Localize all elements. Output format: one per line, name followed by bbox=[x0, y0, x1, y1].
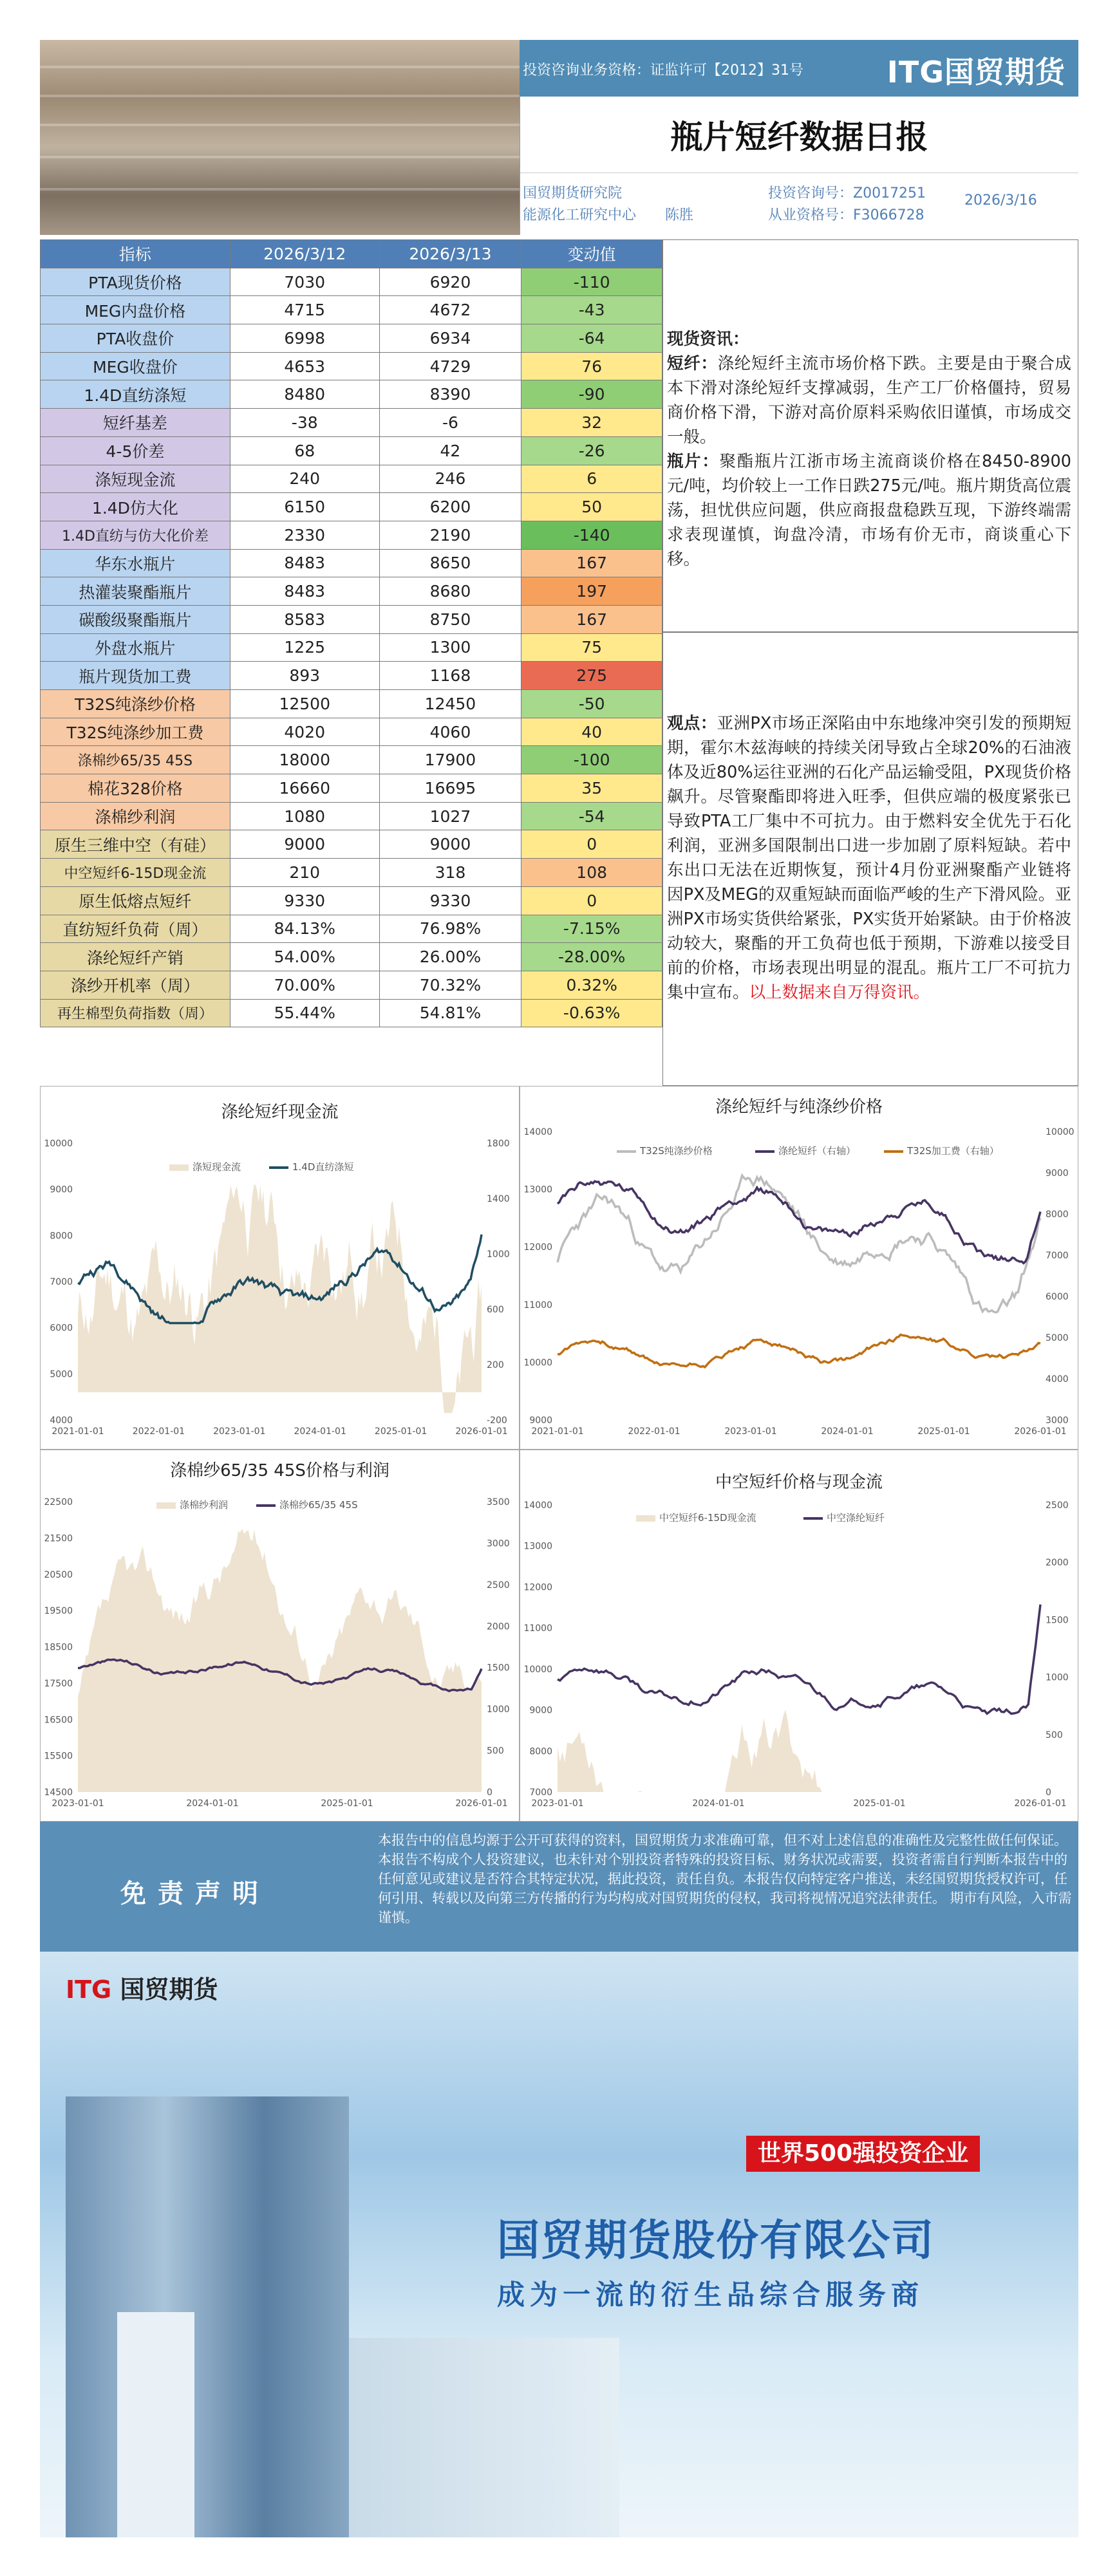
x-tick: 2022-01-01 bbox=[132, 1426, 185, 1437]
y-left-tick: 10000 bbox=[523, 1664, 552, 1675]
value-curr: -6 bbox=[379, 409, 521, 437]
change-value: 275 bbox=[521, 662, 662, 690]
research-center: 能源化工研究中心 bbox=[523, 207, 637, 223]
y-right-tick: 2000 bbox=[1046, 1558, 1069, 1569]
y-right-tick: 3000 bbox=[1046, 1415, 1069, 1426]
value-curr: 6920 bbox=[379, 268, 521, 296]
table-row bbox=[41, 493, 662, 521]
value-curr: 246 bbox=[379, 465, 521, 493]
value-prev: 8480 bbox=[230, 380, 379, 409]
value-prev: 68 bbox=[230, 436, 379, 465]
value-prev: 7030 bbox=[230, 268, 379, 296]
value-curr: 1168 bbox=[379, 662, 521, 690]
indicator-name: 1.4D直纺与仿大化价差 bbox=[41, 521, 230, 549]
y-left-tick: 15500 bbox=[44, 1751, 73, 1762]
y-left-tick: 13000 bbox=[523, 1184, 552, 1195]
legend-swatch bbox=[156, 1502, 176, 1509]
value-curr: 9330 bbox=[379, 886, 521, 915]
bottle-text: 聚酯瓶片江浙市场主流商谈价格在8450-8900元/吨，均价较上一工作日跌275元/吨。瓶片期货高位震荡，担忧供应问题，供应商报盘稳跌互现，下游终端需求表现谨慎，询盘冷清，市场有价无市，商谈重心下移。 bbox=[667, 452, 1071, 569]
value-curr: 318 bbox=[379, 859, 521, 887]
indicator-name: 1.4D仿大化 bbox=[41, 493, 230, 521]
y-right-tick: 0 bbox=[1046, 1787, 1051, 1798]
value-prev: 4653 bbox=[230, 352, 379, 380]
chart-staple-vs-yarn bbox=[520, 1086, 1078, 1450]
y-left-tick: 7000 bbox=[529, 1787, 552, 1798]
table-row bbox=[41, 380, 662, 409]
y-right-tick: 1800 bbox=[487, 1139, 510, 1149]
change-value: -110 bbox=[521, 268, 662, 296]
indicator-name: PTA现货价格 bbox=[41, 268, 230, 296]
value-curr: 4672 bbox=[379, 296, 521, 324]
y-right-tick: 1000 bbox=[1046, 1672, 1069, 1683]
short-fiber-label: 短纤： bbox=[667, 354, 718, 373]
y-right-tick: 5000 bbox=[1046, 1333, 1069, 1343]
value-curr: 6200 bbox=[379, 493, 521, 521]
table-row bbox=[41, 352, 662, 380]
table-row bbox=[41, 409, 662, 437]
x-tick: 2025-01-01 bbox=[374, 1426, 427, 1437]
value-prev: 6150 bbox=[230, 493, 379, 521]
table-row bbox=[41, 268, 662, 296]
viewpoint-box bbox=[662, 632, 1078, 1086]
y-right-tick: 9000 bbox=[1046, 1168, 1069, 1179]
indicator-name: 短纤基差 bbox=[41, 409, 230, 437]
y-left-tick: 8000 bbox=[50, 1231, 73, 1242]
value-prev: 1225 bbox=[230, 633, 379, 662]
table-row bbox=[41, 971, 662, 999]
value-curr: 17900 bbox=[379, 746, 521, 774]
short-fiber-text: 涤纶短纤主流市场价格下跌。主要是由于聚合成本下滑对涤纶短纤支撑减弱，生产工厂价格僵持，贸易商价格下滑，下游对高价原料采购依旧谨慎，市场成交一般。 bbox=[667, 354, 1071, 447]
value-curr: 42 bbox=[379, 436, 521, 465]
company-banner bbox=[40, 1952, 1078, 2537]
x-tick: 2024-01-01 bbox=[186, 1798, 239, 1809]
chart-title: 涤棉纱65/35 45S价格与利润 bbox=[170, 1461, 390, 1480]
y-right-tick: 8000 bbox=[1046, 1209, 1069, 1220]
change-value: -54 bbox=[521, 802, 662, 830]
y-left-tick: 8000 bbox=[529, 1746, 552, 1757]
value-curr: 8390 bbox=[379, 380, 521, 409]
value-prev: 2330 bbox=[230, 521, 379, 549]
y-left-tick: 9000 bbox=[529, 1415, 552, 1426]
indicator-name: 华东水瓶片 bbox=[41, 549, 230, 577]
indicator-name: 涤纱开机率（周） bbox=[41, 971, 230, 999]
report-title: 瓶片短纤数据日报 bbox=[520, 97, 1078, 173]
y-left-tick: 16500 bbox=[44, 1715, 73, 1726]
report-meta bbox=[520, 173, 1078, 235]
indicator-name: 棉花328价格 bbox=[41, 774, 230, 803]
indicator-name: MEG收盘价 bbox=[41, 352, 230, 380]
indicator-name: 涤短现金流 bbox=[41, 465, 230, 493]
indicator-name: 原生低熔点短纤 bbox=[41, 886, 230, 915]
legend-label: 涤棉纱65/35 45S bbox=[279, 1499, 358, 1511]
change-value: 75 bbox=[521, 633, 662, 662]
indicator-name: 外盘水瓶片 bbox=[41, 633, 230, 662]
col-header: 变动值 bbox=[521, 240, 662, 268]
y-left-tick: 4000 bbox=[50, 1415, 73, 1426]
value-prev: 54.00% bbox=[230, 943, 379, 971]
spot-info-box bbox=[662, 239, 1078, 632]
view-text: 亚洲PX市场正深陷由中东地缘冲突引发的预期短期，霍尔木兹海峡的持续关闭导致占全球20%的石油液体及近80%运往亚洲的石化产品运输受阻，PX现货价格飙升。尽管聚酯即将进入旺季，但供应端的极度紧张已导致PTA工厂集中不可抗力。由于燃料安全优先于石化利润，亚洲多国限制出口进一步加剧了原料短缺。若中东出口无法在近期恢复，预计4月份亚洲聚酯产业链将因PX及MEG的双重短缺而面临严峻的生产下滑风险。亚洲PX市场实货供给紧张，PX实货开始紧缺。由于价格波动较大，聚酯的开工负荷也低于预期，下游难以接受目前的价格，市场表现出明显的混乱。瓶片工厂不可抗力集中宣布。 bbox=[667, 714, 1071, 1002]
y-left-tick: 10000 bbox=[44, 1139, 73, 1149]
indicator-name: 涤棉纱利润 bbox=[41, 802, 230, 830]
legend-swatch bbox=[169, 1164, 189, 1171]
legend-swatch bbox=[636, 1515, 655, 1522]
indicator-name: 原生三维中空（有硅） bbox=[41, 830, 230, 859]
y-right-tick: 4000 bbox=[1046, 1374, 1069, 1385]
indicator-name: 4-5价差 bbox=[41, 436, 230, 465]
value-curr: 16695 bbox=[379, 774, 521, 803]
y-left-tick: 14500 bbox=[44, 1787, 73, 1798]
change-value: -0.63% bbox=[521, 999, 662, 1027]
change-value: 0.32% bbox=[521, 971, 662, 999]
legend-label: 涤纶短纤（右轴） bbox=[778, 1145, 856, 1157]
y-right-tick: 1400 bbox=[487, 1194, 510, 1204]
y-left-tick: 18500 bbox=[44, 1642, 73, 1653]
y-right-tick: 6000 bbox=[1046, 1292, 1069, 1302]
y-left-tick: 22500 bbox=[44, 1497, 73, 1507]
table-row bbox=[41, 324, 662, 353]
legend-label: 涤短现金流 bbox=[192, 1161, 241, 1173]
change-value: -50 bbox=[521, 690, 662, 718]
y-right-tick: 1000 bbox=[487, 1249, 510, 1260]
chart-polyester-cashflow bbox=[40, 1086, 520, 1450]
y-left-tick: 17500 bbox=[44, 1678, 73, 1689]
value-curr: 6934 bbox=[379, 324, 521, 353]
indicator-name: 再生棉型负荷指数（周） bbox=[41, 999, 230, 1027]
x-tick: 2026-01-01 bbox=[1014, 1426, 1067, 1437]
value-curr: 8750 bbox=[379, 605, 521, 633]
change-value: 32 bbox=[521, 409, 662, 437]
col-header: 指标 bbox=[41, 240, 230, 268]
indicator-name: 1.4D直纺涤短 bbox=[41, 380, 230, 409]
y-left-tick: 20500 bbox=[44, 1569, 73, 1580]
change-value: -28.00% bbox=[521, 943, 662, 971]
change-value: -7.15% bbox=[521, 915, 662, 943]
indicator-name: 瓶片现货加工费 bbox=[41, 662, 230, 690]
change-value: 6 bbox=[521, 465, 662, 493]
table-row bbox=[41, 774, 662, 803]
y-left-tick: 9000 bbox=[529, 1705, 552, 1716]
x-tick: 2024-01-01 bbox=[692, 1798, 745, 1809]
value-curr: 4060 bbox=[379, 718, 521, 746]
value-curr: 26.00% bbox=[379, 943, 521, 971]
y-right-tick: 500 bbox=[1046, 1730, 1063, 1741]
disclaimer-label: 免责声明 bbox=[120, 1879, 270, 1909]
bottle-label: 瓶片： bbox=[667, 452, 720, 471]
value-prev: 240 bbox=[230, 465, 379, 493]
y-left-tick: 9000 bbox=[50, 1184, 73, 1195]
indicator-name: 中空短纤6-15D现金流 bbox=[41, 859, 230, 887]
institute: 国贸期货研究院 bbox=[523, 185, 623, 201]
change-value: -140 bbox=[521, 521, 662, 549]
y-left-tick: 14000 bbox=[523, 1127, 552, 1137]
legend-label: T32S加工费（右轴） bbox=[907, 1145, 999, 1157]
indicator-name: 碳酸级聚酯瓶片 bbox=[41, 605, 230, 633]
table-row bbox=[41, 746, 662, 774]
y-right-tick: 0 bbox=[487, 1787, 493, 1798]
y-left-tick: 12000 bbox=[523, 1582, 552, 1593]
chart-title: 涤纶短纤现金流 bbox=[221, 1103, 339, 1122]
y-left-tick: 11000 bbox=[523, 1623, 552, 1634]
col-header: 2026/3/12 bbox=[230, 240, 379, 268]
table-row bbox=[41, 465, 662, 493]
value-prev: 8483 bbox=[230, 577, 379, 606]
value-prev: 893 bbox=[230, 662, 379, 690]
change-value: -26 bbox=[521, 436, 662, 465]
banner-logo: ITG 国贸期货 bbox=[66, 1975, 218, 2004]
x-tick: 2022-01-01 bbox=[628, 1426, 681, 1437]
x-tick: 2026-01-01 bbox=[1014, 1798, 1067, 1809]
chart-hollow-fiber bbox=[520, 1450, 1078, 1822]
table-row bbox=[41, 521, 662, 549]
value-curr: 1300 bbox=[379, 633, 521, 662]
chart-title: 涤纶短纤与纯涤纱价格 bbox=[715, 1097, 883, 1117]
chart-tc-yarn bbox=[40, 1450, 520, 1822]
x-tick: 2021-01-01 bbox=[52, 1426, 104, 1437]
company-name: 国贸期货股份有限公司 bbox=[497, 2216, 935, 2265]
value-curr: 1027 bbox=[379, 802, 521, 830]
line-series bbox=[558, 1335, 1040, 1367]
y-right-tick: 7000 bbox=[1046, 1251, 1069, 1261]
value-curr: 76.98% bbox=[379, 915, 521, 943]
y-right-tick: 1500 bbox=[487, 1663, 510, 1674]
y-right-tick: 3000 bbox=[487, 1538, 510, 1549]
value-curr: 70.32% bbox=[379, 971, 521, 999]
y-right-tick: 500 bbox=[487, 1746, 504, 1757]
y-left-tick: 7000 bbox=[50, 1277, 73, 1287]
value-prev: 8483 bbox=[230, 549, 379, 577]
company-slogan: 成为一流的衍生品综合服务商 bbox=[497, 2279, 924, 2311]
table-row bbox=[41, 915, 662, 943]
indicator-name: PTA收盘价 bbox=[41, 324, 230, 353]
y-right-tick: 200 bbox=[487, 1360, 504, 1370]
itg-logo: ITG国贸期货 bbox=[887, 55, 1065, 89]
x-tick: 2026-01-01 bbox=[455, 1798, 508, 1809]
y-right-tick: 2500 bbox=[487, 1580, 510, 1591]
value-prev: 55.44% bbox=[230, 999, 379, 1027]
y-right-tick: 10000 bbox=[1046, 1127, 1075, 1137]
table-row bbox=[41, 633, 662, 662]
change-value: 167 bbox=[521, 605, 662, 633]
change-value: 76 bbox=[521, 352, 662, 380]
table-row bbox=[41, 436, 662, 465]
x-tick: 2023-01-01 bbox=[52, 1798, 104, 1809]
value-curr: 9000 bbox=[379, 830, 521, 859]
value-prev: -38 bbox=[230, 409, 379, 437]
x-tick: 2023-01-01 bbox=[531, 1798, 584, 1809]
spot-title: 现货资讯： bbox=[667, 330, 749, 349]
x-tick: 2025-01-01 bbox=[853, 1798, 906, 1809]
table-row bbox=[41, 859, 662, 887]
y-right-tick: -200 bbox=[487, 1415, 507, 1426]
area-series bbox=[558, 1710, 1040, 1792]
value-prev: 8583 bbox=[230, 605, 379, 633]
indicator-name: T32S纯涤纱加工费 bbox=[41, 718, 230, 746]
change-value: 197 bbox=[521, 577, 662, 606]
disclaimer-section bbox=[40, 1822, 1078, 1952]
table-row bbox=[41, 718, 662, 746]
indicator-name: MEG内盘价格 bbox=[41, 296, 230, 324]
indicator-name: 涤棉纱65/35 45S bbox=[41, 746, 230, 774]
y-right-tick: 1000 bbox=[487, 1704, 510, 1715]
table-row bbox=[41, 296, 662, 324]
change-value: 40 bbox=[521, 718, 662, 746]
indicator-name: 涤纶短纤产销 bbox=[41, 943, 230, 971]
view-label: 观点： bbox=[667, 714, 717, 733]
legend-label: 涤棉纱利润 bbox=[180, 1499, 229, 1511]
value-prev: 9000 bbox=[230, 830, 379, 859]
table-row bbox=[41, 830, 662, 859]
license-text: 投资咨询业务资格：证监许可【2012】31号 bbox=[523, 62, 803, 79]
table-row bbox=[41, 577, 662, 606]
line-series bbox=[558, 1605, 1040, 1714]
y-left-tick: 10000 bbox=[523, 1358, 552, 1368]
value-curr: 12450 bbox=[379, 690, 521, 718]
table-row bbox=[41, 886, 662, 915]
indicator-name: T32S纯涤纱价格 bbox=[41, 690, 230, 718]
value-prev: 16660 bbox=[230, 774, 379, 803]
x-tick: 2024-01-01 bbox=[821, 1426, 874, 1437]
data-source-note: 以上数据来自万得资讯。 bbox=[749, 983, 930, 1002]
value-curr: 54.81% bbox=[379, 999, 521, 1027]
y-left-tick: 13000 bbox=[523, 1541, 552, 1552]
change-value: -43 bbox=[521, 296, 662, 324]
y-left-tick: 19500 bbox=[44, 1606, 73, 1617]
y-left-tick: 21500 bbox=[44, 1533, 73, 1544]
legend-label: 中空涤纶短纤 bbox=[827, 1512, 885, 1524]
y-right-tick: 3500 bbox=[487, 1497, 510, 1507]
indicator-name: 直纺短纤负荷（周） bbox=[41, 915, 230, 943]
change-value: 0 bbox=[521, 886, 662, 915]
table-row bbox=[41, 549, 662, 577]
change-value: -90 bbox=[521, 380, 662, 409]
value-prev: 84.13% bbox=[230, 915, 379, 943]
table-header-row bbox=[41, 240, 662, 268]
header-image bbox=[40, 40, 520, 235]
y-left-tick: 11000 bbox=[523, 1300, 552, 1311]
report-date: 2026/3/16 bbox=[964, 192, 1037, 209]
change-value: -64 bbox=[521, 324, 662, 353]
change-value: 0 bbox=[521, 830, 662, 859]
x-tick: 2026-01-01 bbox=[455, 1426, 508, 1437]
value-curr: 8680 bbox=[379, 577, 521, 606]
y-left-tick: 12000 bbox=[523, 1242, 552, 1253]
x-tick: 2023-01-01 bbox=[724, 1426, 777, 1437]
header-bar bbox=[520, 40, 1078, 97]
practice-number: 从业资格号：F3066728 bbox=[768, 207, 925, 223]
x-tick: 2024-01-01 bbox=[294, 1426, 346, 1437]
x-tick: 2025-01-01 bbox=[917, 1426, 970, 1437]
change-value: 108 bbox=[521, 859, 662, 887]
value-curr: 8650 bbox=[379, 549, 521, 577]
y-left-tick: 6000 bbox=[50, 1323, 73, 1334]
value-prev: 210 bbox=[230, 859, 379, 887]
col-header: 2026/3/13 bbox=[379, 240, 521, 268]
value-prev: 70.00% bbox=[230, 971, 379, 999]
value-prev: 9330 bbox=[230, 886, 379, 915]
y-left-tick: 14000 bbox=[523, 1500, 552, 1511]
y-right-tick: 2500 bbox=[1046, 1500, 1069, 1511]
advisory-number: 投资咨询号：Z0017251 bbox=[768, 185, 926, 201]
value-curr: 4729 bbox=[379, 352, 521, 380]
value-prev: 4715 bbox=[230, 296, 379, 324]
value-curr: 2190 bbox=[379, 521, 521, 549]
table-row bbox=[41, 690, 662, 718]
value-prev: 1080 bbox=[230, 802, 379, 830]
table-row bbox=[41, 802, 662, 830]
table-row bbox=[41, 943, 662, 971]
area-series bbox=[78, 1529, 482, 1792]
fortune-500-tag: 世界500强投资企业 bbox=[746, 2136, 980, 2172]
x-tick: 2021-01-01 bbox=[531, 1426, 584, 1437]
legend-label: T32S纯涤纱价格 bbox=[640, 1145, 713, 1157]
legend-label: 1.4D直纺涤短 bbox=[292, 1161, 354, 1173]
chart-title: 中空短纤价格与现金流 bbox=[715, 1473, 883, 1492]
change-value: -100 bbox=[521, 746, 662, 774]
data-table bbox=[40, 239, 662, 1027]
value-prev: 12500 bbox=[230, 690, 379, 718]
table-row bbox=[41, 662, 662, 690]
value-prev: 4020 bbox=[230, 718, 379, 746]
value-prev: 6998 bbox=[230, 324, 379, 353]
change-value: 35 bbox=[521, 774, 662, 803]
building-image bbox=[66, 2096, 349, 2537]
y-right-tick: 600 bbox=[487, 1305, 504, 1315]
indicator-name: 热灌装聚酯瓶片 bbox=[41, 577, 230, 606]
value-prev: 18000 bbox=[230, 746, 379, 774]
change-value: 167 bbox=[521, 549, 662, 577]
y-left-tick: 5000 bbox=[50, 1369, 73, 1380]
change-value: 50 bbox=[521, 493, 662, 521]
table-row bbox=[41, 605, 662, 633]
table-row bbox=[41, 999, 662, 1027]
disclaimer-text: 本报告中的信息均源于公开可获得的资料，国贸期货力求准确可靠，但不对上述信息的准确性及完整性做任何保证。本报告不构成个人投资建议，也未针对个别投资者特殊的投资目标、财务状况或需要，投资者需自行判断本报告中的任何意见或建议是否符合其特定状况，据此投资，责任自负。本报告仅向特定客户推送，未经国贸期货授权许可，任何引用、转载以及向第三方传播的行为均构成对国贸期货的侵权，我司将视情况追究法律责任。 期市有风险，入市需谨慎。 bbox=[378, 1833, 1072, 1925]
y-right-tick: 2000 bbox=[487, 1621, 510, 1632]
y-right-tick: 1500 bbox=[1046, 1615, 1069, 1626]
analyst-name: 陈胜 bbox=[665, 207, 694, 223]
x-tick: 2023-01-01 bbox=[213, 1426, 266, 1437]
legend-label: 中空短纤6-15D现金流 bbox=[659, 1512, 756, 1524]
x-tick: 2025-01-01 bbox=[321, 1798, 373, 1809]
